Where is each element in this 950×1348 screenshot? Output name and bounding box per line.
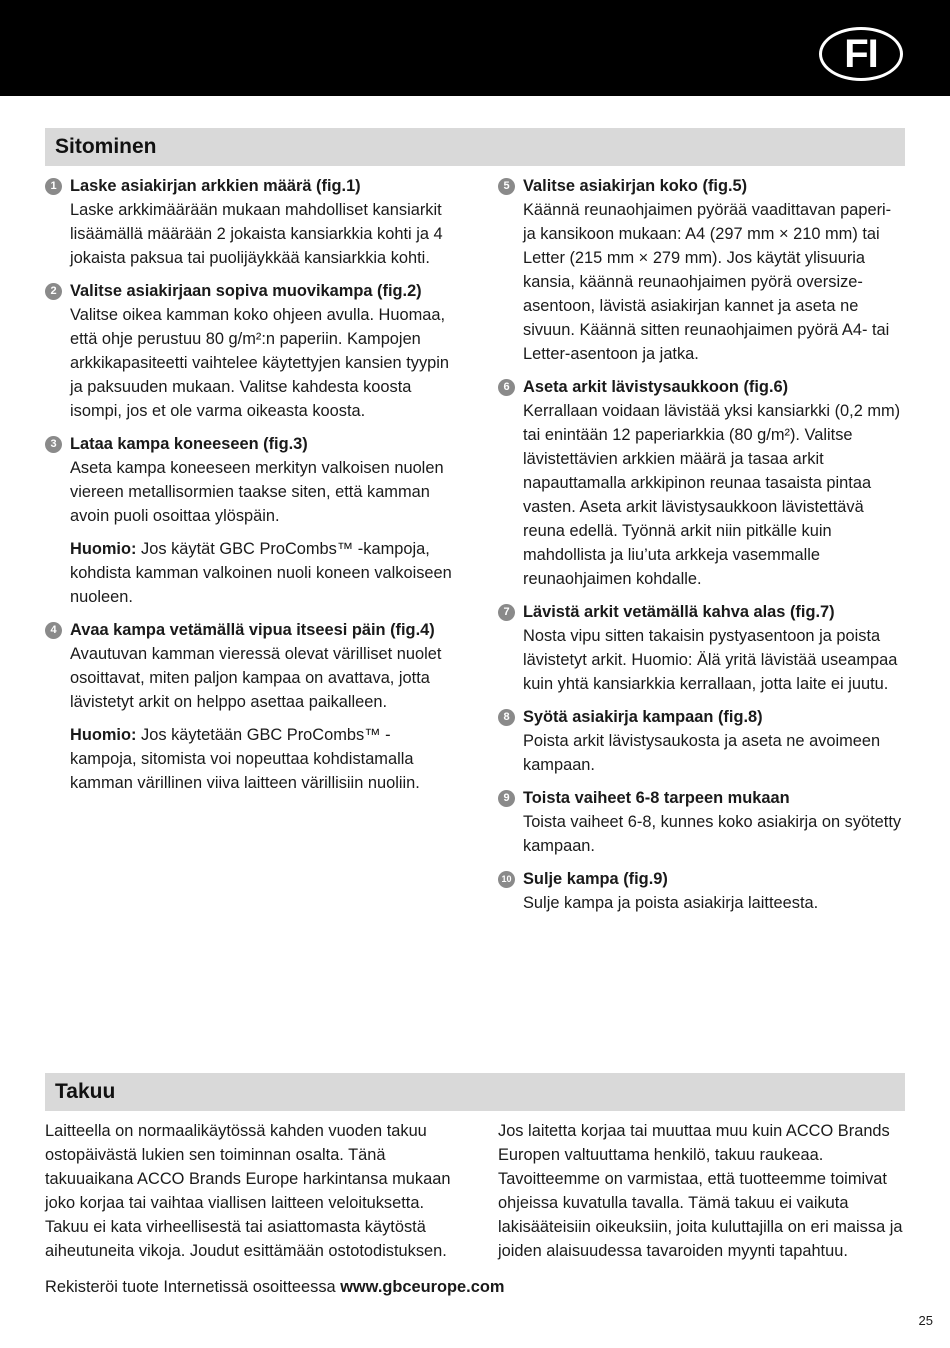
note-procombs-alignment [45,537,455,609]
step-body: Sulje kampa ja poista asiakirja laitteesta. [523,894,819,912]
step-title: Laske asiakirjan arkkien määrä (fig.1) [70,177,361,195]
step-number-badge: 6 [498,379,515,396]
step-1 [45,174,455,270]
note-text: Jos käytät GBC ProCombs™ -kampoja, kohdista kamman valkoinen nuoli koneen valkoiseen nuoleen. [70,540,452,606]
step-body: Poista arkit lävistysaukosta ja aseta ne avoimeen kampaan. [523,732,881,774]
step-title: Valitse asiakirjaan sopiva muovikampa (fig.2) [70,282,422,300]
step-number-badge: 7 [498,604,515,621]
step-9 [498,786,908,858]
step-number-badge: 1 [45,178,62,195]
step-number-badge: 5 [498,178,515,195]
step-body: Toista vaiheet 6-8, kunnes koko asiakirja on syötetty kampaan. [523,813,902,855]
step-2 [45,279,455,423]
note-label: Huomio: [70,726,137,744]
step-3 [45,432,455,528]
warranty-right-text: Jos laitetta korjaa tai muuttaa muu kuin ACCO Brands Europen valtuuttama henkilö, takuu raukeaa. Tavoitteemme on varmistaa, että tuotteemme toimivat ohjeissa kuvatulla tavalla. Tämä takuu ei vaikuta lakisääteisiin oikeuksiin, joita kuluttajilla on eri maissa ja joiden alaisuudessa tavaroiden myynti tapahtuu. [498,1122,903,1260]
note-text: Jos käytetään GBC ProCombs™ -kampoja, sitomista voi nopeuttaa kohdistamalla kamman värillinen viiva laitteen värillisiin nuoliin. [70,726,420,792]
warranty-left-text: Laitteella on normaalikäytössä kahden vuoden takuu ostopäivästä lukien sen toiminnan osalta. Tänä takuuaikana ACCO Brands Europe harkintansa mukaan joko korjaa tai vaihtaa viallisen laitteen veloituksetta. Takuu ei kata virheellisestä tai asiattomasta käytöstä aiheutuneita vikoja. Joudut esittämään ostotodistuksen. [45,1122,451,1260]
step-5 [498,174,908,366]
note-procombs-speed [45,723,455,795]
step-body: Kerrallaan voidaan lävistää yksi kansiarkki (0,2 mm) tai enintään 12 paperiarkkia (80 g/m²). Valitse lävistettävien arkkien määrä ja tasaa arkit napauttamalla arkkipinon reunaa tasaista pintaa vasten. Aseta arkit lävistysaukkoon lävistettävä reuna edellä. Työnnä arkit niin pitkälle kuin mahdollista ja liu’uta arkkeja vasemmalle reunaohjaimen kohdalle. [523,402,901,588]
step-body: Laske arkkimäärään mukaan mahdolliset kansiarkit lisäämällä määrään 2 jokaista kansiarkkia kohti ja 4 jokaista paksua tai puolijäykkää kansiarkkia kohti. [70,201,443,267]
step-body: Avautuvan kamman vieressä olevat värilliset nuolet osoittavat, miten paljon kampaa on avattava, jotta lävistetyt arkit on helppo asettaa paikalleen. [70,645,442,711]
step-7 [498,600,908,696]
step-number-badge: 4 [45,622,62,639]
step-4 [45,618,455,714]
step-title: Syötä asiakirja kampaan (fig.8) [523,708,763,726]
register-product-line [45,1275,504,1299]
step-title: Lataa kampa koneeseen (fig.3) [70,435,308,453]
step-number-badge: 8 [498,709,515,726]
step-title: Avaa kampa vetämällä vipua itseesi päin (fig.4) [70,621,435,639]
step-title: Lävistä arkit vetämällä kahva alas (fig.7) [523,603,835,621]
binding-left-column [45,174,455,804]
register-text: Rekisteröi tuote Internetissä osoitteessa [45,1278,341,1296]
section-title-warranty: Takuu [45,1073,905,1111]
register-link[interactable]: www.gbceurope.com [340,1278,505,1296]
step-10 [498,867,908,915]
step-8 [498,705,908,777]
step-number-badge: 9 [498,790,515,807]
section-title-binding: Sitominen [45,128,905,166]
step-body: Valitse oikea kamman koko ohjeen avulla. Huomaa, että ohje perustuu 80 g/m²:n paperiin. Kampojen arkkikapasiteetti vaihtelee käytettyjen kansien tyypin ja paksuuden mukaan. Valitse kahdesta koosta isompi, jos et ole varma oikeasta koosta. [70,306,450,420]
step-title: Toista vaiheet 6-8 tarpeen mukaan [523,789,790,807]
language-badge: FI [819,27,903,81]
top-banner [0,0,950,96]
step-title: Sulje kampa (fig.9) [523,870,668,888]
step-title: Valitse asiakirjan koko (fig.5) [523,177,748,195]
page-number: 25 [918,1313,933,1328]
binding-right-column [498,174,908,924]
note-label: Huomio: [70,540,137,558]
step-number-badge: 3 [45,436,62,453]
step-title: Aseta arkit lävistysaukkoon (fig.6) [523,378,789,396]
step-body: Käännä reunaohjaimen pyörää vaadittavan paperi- ja kansikoon mukaan: A4 (297 mm × 210 mm) tai Letter (215 mm × 279 mm). Jos käytät ylisuuria kansia, käännä reunaohjaimen pyörä oversize-asentoon, lävistä asiakirjan kannet ja aseta ne sivuun. Käännä sitten reunaohjaimen pyörä A4- tai Letter-asentoon ja jatka. [523,201,892,363]
step-number-badge: 2 [45,283,62,300]
step-body: Nosta vipu sitten takaisin pystyasentoon ja poista lävistetyt arkit. Huomio: Älä yritä lävistää useampaa kuin yhtä kansiarkkia kerrallaan, jotta laite ei juutu. [523,627,898,693]
step-body: Aseta kampa koneeseen merkityn valkoisen nuolen viereen metallisormien taakse siten, että kamman avoin puoli osoittaa ylöspäin. [70,459,444,525]
step-number-badge: 10 [498,871,515,888]
step-6 [498,375,908,591]
